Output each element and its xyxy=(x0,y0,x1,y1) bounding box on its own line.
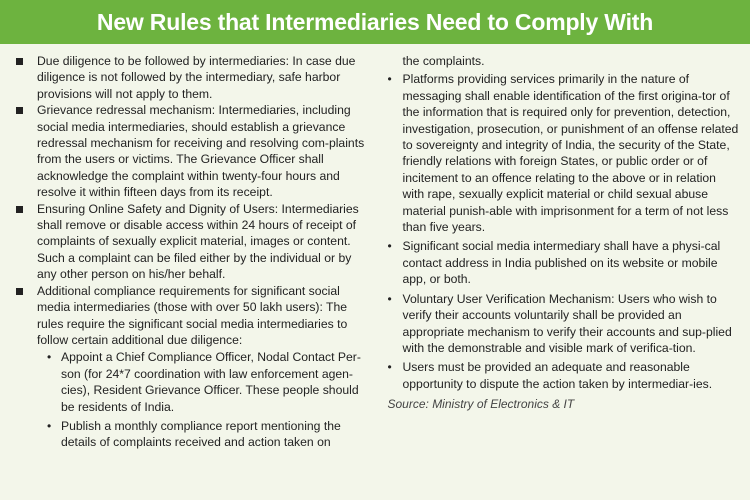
left-column xyxy=(15,53,368,500)
square-bullet-icon xyxy=(16,288,23,295)
dot-bullet-icon: • xyxy=(387,291,392,306)
list-item-text: Significant social media intermediary shall have a physi-cal contact address in India published on its website or mobile app, or both. xyxy=(402,239,721,287)
right-rules-list xyxy=(388,71,741,392)
main-rules-list xyxy=(15,53,368,451)
square-bullet-icon xyxy=(16,107,23,114)
dot-bullet-icon: • xyxy=(387,239,392,254)
square-bullet-icon xyxy=(16,58,23,65)
list-item xyxy=(388,71,741,235)
continued-text: the complaints. xyxy=(402,54,485,68)
dot-bullet-icon: • xyxy=(47,350,52,365)
list-item xyxy=(15,53,368,102)
list-item xyxy=(388,238,741,287)
sub-list-item-text: Appoint a Chief Compliance Officer, Nodal Contact Per-son (for 24*7 coordination with law enforcement agen-cies), Resident Grievance Officer. These people should be residents of India. xyxy=(61,350,361,414)
sub-rules-list xyxy=(37,349,368,450)
list-item-text: Platforms providing services primarily in the nature of messaging shall enable identification of the first origina-tor of the information that is required only for prevention, detection, investigation, prosecution, or punishment of an offense related to sovereignty and integrity of India, the security of the State, friendly relations with foreign States, or public order or of incitement to an offence relating to the above or in relation with rape, sexually explicit material or child sexual abuse material punish-able with imprisonment for a term of not less than five years. xyxy=(402,72,739,235)
list-item-text: Grievance redressal mechanism: Intermediaries, including social media intermediaries, should establish a grievance redressal mechanism for receiving and resolving com-plaints from the users or victims. The Grievance Officer shall acknowledge the complaint within twenty-four hours and resolve it within fifteen days from its receipt. xyxy=(37,103,365,200)
square-bullet-icon xyxy=(16,206,23,213)
list-item xyxy=(15,102,368,200)
list-item xyxy=(388,359,741,392)
source-credit: Source: Ministry of Electronics & IT xyxy=(387,397,575,412)
dot-bullet-icon: • xyxy=(387,72,392,87)
page-title: New Rules that Intermediaries Need to Comply With xyxy=(0,0,750,44)
list-item xyxy=(15,201,368,283)
list-item-text: Due diligence to be followed by intermediaries: In case due diligence is not followed by the intermediary, safe harbor provisions will not apply to them. xyxy=(37,54,356,101)
sub-list-item-text: Publish a monthly compliance report mentioning the details of complaints received and action taken on xyxy=(61,418,341,450)
list-item-text: Voluntary User Verification Mechanism: Users who wish to verify their accounts voluntarily shall be provided an appropriate mechanism to verify their accounts and sup-plied with the demonstrable and visible mark of verifica-tion. xyxy=(402,291,732,355)
list-item-text: Additional compliance requirements for significant social media intermediaries (those with over 50 lakh users): The rules require the significant social media intermediaries to follow certain additional due diligence: xyxy=(37,283,348,347)
list-item-text: Ensuring Online Safety and Dignity of Users: Intermediaries shall remove or disable access within 24 hours of receipt of complaints of sexually explicit material, images or content. Such a complaint can be filed either by the individual or by any other person on his/her behalf. xyxy=(37,201,359,282)
right-column xyxy=(388,53,741,500)
sub-list-item xyxy=(37,418,368,451)
list-item xyxy=(388,291,741,357)
dot-bullet-icon: • xyxy=(387,360,392,375)
dot-bullet-icon: • xyxy=(47,418,52,433)
rules-content xyxy=(0,44,750,500)
list-item xyxy=(15,283,368,451)
sub-list-item xyxy=(37,349,368,415)
list-item-text: Users must be provided an adequate and reasonable opportunity to dispute the action taken by intermediar-ies. xyxy=(402,360,713,391)
